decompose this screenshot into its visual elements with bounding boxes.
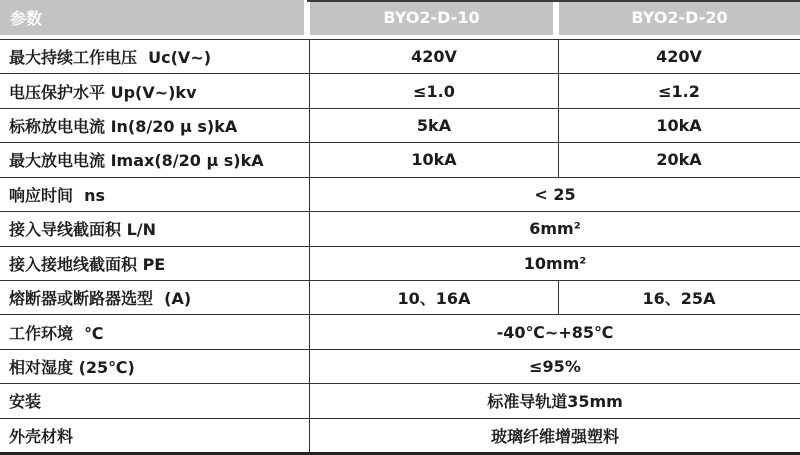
table-row-housing-material — [0, 418, 800, 452]
header-model-1-label: BYO2-D-10 — [383, 8, 480, 27]
value-cell-merged: -40℃~+85℃ — [496, 322, 614, 342]
value-cell-d10: 10kA — [310, 143, 559, 176]
value-cell-d20: 10kA — [656, 116, 702, 136]
value-cell-merged: ≤95% — [529, 357, 581, 376]
table-row-conductor-cross-section-ln — [0, 211, 800, 245]
row-label: 相对湿度 (25℃) — [0, 350, 310, 383]
header-model-2-label: BYO2-D-20 — [631, 8, 728, 27]
row-label: 安装 — [0, 384, 310, 417]
table-row-voltage-protection-level — [0, 73, 800, 107]
table-row-nominal-discharge-current — [0, 108, 800, 142]
row-label: 工作环境 ℃ — [0, 315, 310, 348]
header-param-label: 参数 — [10, 9, 43, 28]
value-cell-d10: 10、16A — [310, 281, 559, 314]
value-cell-d20: 20kA — [656, 150, 702, 170]
row-label: 熔断器或断路器选型 (A) — [0, 281, 310, 314]
table-row-fuse-breaker-selection — [0, 280, 800, 314]
row-label: 电压保护水平 Up(V~)kv — [0, 74, 310, 107]
value-cell-merged: 6mm² — [529, 219, 581, 239]
value-cell-merged: < 25 — [534, 184, 576, 204]
row-label: 接入接地线截面积 PE — [0, 247, 310, 280]
table-row-operating-environment — [0, 314, 800, 348]
table-body — [0, 39, 800, 455]
row-label: 最大持续工作电压 Uc(V~) — [0, 40, 310, 73]
value-cell-merged: 标准导轨道35mm — [487, 392, 623, 412]
value-cell-d10: ≤1.0 — [310, 74, 559, 107]
row-label: 标称放电电流 In(8/20 μ s)kA — [0, 109, 310, 142]
header-cell-model-1 — [310, 0, 553, 35]
value-cell-merged: 玻璃纤维增强塑料 — [490, 426, 619, 446]
value-cell-d20: 16、25A — [642, 289, 716, 309]
row-label: 接入导线截面积 L/N — [0, 212, 310, 245]
header-top-border — [307, 0, 800, 2]
value-cell-d10: 5kA — [310, 109, 559, 142]
row-label: 响应时间 ns — [0, 178, 310, 211]
header-cell-param — [0, 0, 304, 35]
table-row-ground-cross-section-pe — [0, 246, 800, 280]
table-row-max-continuous-voltage — [0, 39, 800, 73]
value-cell-d10: 420V — [310, 40, 559, 73]
value-cell-merged: 10mm² — [523, 253, 587, 273]
value-cell-d20: 420V — [656, 47, 702, 67]
table-row-installation — [0, 383, 800, 417]
row-label: 外壳材料 — [0, 419, 310, 452]
table-header — [0, 0, 800, 39]
header-cell-model-2 — [559, 0, 800, 35]
table-row-relative-humidity — [0, 349, 800, 383]
table-row-max-discharge-current — [0, 142, 800, 176]
table-row-response-time — [0, 177, 800, 211]
value-cell-d20: ≤1.2 — [658, 81, 700, 101]
row-label: 最大放电电流 Imax(8/20 μ s)kA — [0, 143, 310, 176]
